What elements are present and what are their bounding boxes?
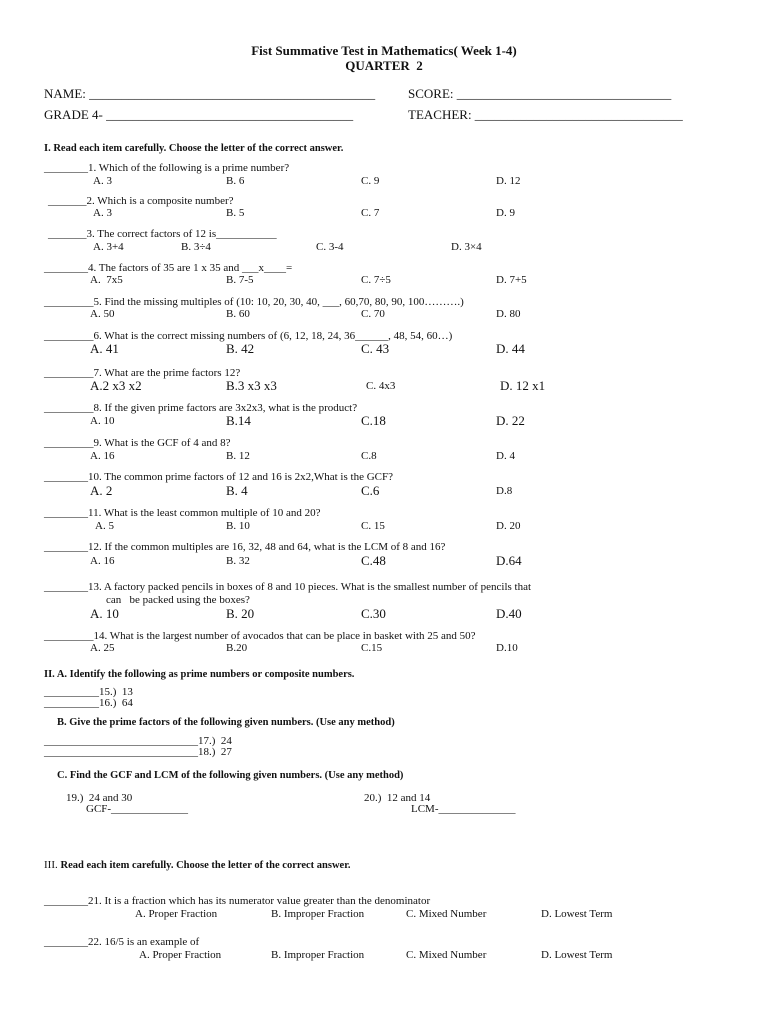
q6-option-a: A. 41: [90, 341, 119, 356]
question-20-lcm-blank: LCM-______________: [411, 803, 516, 815]
question-4: ________4. The factors of 35 are 1 x 35 and ___x____=: [44, 262, 293, 274]
q5-option-a: A. 50: [90, 308, 115, 320]
q8-option-a: A. 10: [90, 415, 115, 427]
part2c-instruction: C. Find the GCF and LCM of the following given numbers. (Use any method): [57, 770, 404, 781]
part2a-instruction: II. A. Identify the following as prime numbers or composite numbers.: [44, 669, 355, 680]
q22-option-d: D. Lowest Term: [541, 949, 613, 961]
q1-option-b: B. 6: [226, 175, 245, 187]
grade-field: GRADE 4- ______________________________________: [44, 107, 354, 122]
page-title: Fist Summative Test in Mathematics( Week 1-4): [251, 43, 517, 58]
name-field: NAME: ____________________________________________: [44, 86, 376, 101]
teacher-field: TEACHER: ________________________________: [408, 107, 683, 122]
q11-option-a: A. 5: [95, 520, 114, 532]
part2b-instruction: B. Give the prime factors of the following given numbers. (Use any method): [57, 717, 395, 728]
q10-option-b: B. 4: [226, 483, 248, 498]
question-12: ________12. If the common multiples are 16, 32, 48 and 64, what is the LCM of 8 and 16?: [44, 541, 446, 553]
q4-option-c: C. 7÷5: [361, 274, 391, 286]
q2-option-c: C. 7: [361, 207, 380, 219]
q7-option-d: D. 12 x1: [500, 378, 546, 393]
question-3: _______3. The correct factors of 12 is___________: [48, 228, 277, 240]
q14-option-b: B.20: [226, 642, 248, 654]
q2-option-b: B. 5: [226, 207, 245, 219]
q6-option-d: D. 44: [496, 341, 525, 356]
page-subtitle: QUARTER 2: [345, 58, 423, 73]
q3-option-c: C. 3-4: [316, 241, 344, 253]
q11-option-c: C. 15: [361, 520, 385, 532]
q4-option-a: A. 7x5: [90, 274, 123, 286]
question-9: _________9. What is the GCF of 4 and 8?: [44, 437, 231, 449]
q14-option-a: A. 25: [90, 642, 115, 654]
q21-option-b: B. Improper Fraction: [271, 908, 365, 920]
question-11: ________11. What is the least common multiple of 10 and 20?: [44, 507, 321, 519]
q11-option-d: D. 20: [496, 520, 521, 532]
q1-option-c: C. 9: [361, 175, 380, 187]
q7-option-c: C. 4x3: [366, 380, 396, 392]
question-13: ________13. A factory packed pencils in boxes of 8 and 10 pieces. What is the smallest number of pencils that: [44, 581, 532, 593]
q12-option-c: C.48: [361, 553, 386, 568]
question-21: ________21. It is a fraction which has its numerator value greater than the denominator: [44, 895, 431, 907]
q9-option-b: B. 12: [226, 450, 250, 462]
q22-option-a: A. Proper Fraction: [139, 949, 222, 961]
part3-label: III.: [44, 859, 58, 871]
question-2: _______2. Which is a composite number?: [48, 195, 234, 207]
q3-option-a: A. 3+4: [93, 241, 124, 253]
q10-option-d: D.8: [496, 485, 513, 497]
question-16: __________16.) 64: [44, 697, 133, 709]
q12-option-b: B. 32: [226, 555, 250, 567]
part3-text: Read each item carefully. Choose the letter of the correct answer.: [60, 860, 351, 871]
q8-option-c: C.18: [361, 413, 386, 428]
q5-option-d: D. 80: [496, 308, 521, 320]
q6-option-c: C. 43: [361, 341, 390, 356]
q1-option-a: A. 3: [93, 175, 112, 187]
q12-option-d: D.64: [496, 553, 522, 568]
q5-option-b: B. 60: [226, 308, 250, 320]
q13-option-c: C.30: [361, 606, 386, 621]
q14-option-d: D.10: [496, 642, 518, 654]
q8-option-b: B.14: [226, 413, 251, 428]
q9-option-a: A. 16: [90, 450, 115, 462]
question-5: _________5. Find the missing multiples of (10: 10, 20, 30, 40, ___, 60,70, 80, 90, 100……….): [44, 296, 464, 308]
q1-option-d: D. 12: [496, 175, 521, 187]
question-22: ________22. 16/5 is an example of: [44, 936, 200, 948]
q2-option-a: A. 3: [93, 207, 112, 219]
q21-option-d: D. Lowest Term: [541, 908, 613, 920]
q14-option-c: C.15: [361, 642, 383, 654]
q9-option-d: D. 4: [496, 450, 515, 462]
q9-option-c: C.8: [361, 450, 377, 462]
question-14: _________14. What is the largest number of avocados that can be place in basket with 25 and 50?: [44, 630, 476, 642]
question-8: _________8. If the given prime factors are 3x2x3, what is the product?: [44, 402, 358, 414]
q22-option-b: B. Improper Fraction: [271, 949, 365, 961]
q7-option-b: B.3 x3 x3: [226, 378, 277, 393]
q22-option-c: C. Mixed Number: [406, 949, 487, 961]
q13-option-a: A. 10: [90, 606, 119, 621]
question-18: ____________________________18.) 27: [44, 746, 232, 758]
part1-instruction: I. Read each item carefully. Choose the letter of the correct answer.: [44, 143, 344, 154]
question-13-continued: can be packed using the boxes?: [106, 594, 250, 606]
question-19: 19.) 24 and 30: [66, 792, 133, 804]
question-17: ____________________________17.) 24: [44, 735, 232, 747]
question-19-gcf-blank: GCF-______________: [86, 803, 189, 815]
q13-option-d: D.40: [496, 606, 522, 621]
q21-option-c: C. Mixed Number: [406, 908, 487, 920]
q8-option-d: D. 22: [496, 413, 525, 428]
question-6: _________6. What is the correct missing numbers of (6, 12, 18, 24, 36______, 48, 54, 60…): [44, 330, 453, 342]
question-15: __________15.) 13: [44, 686, 133, 698]
q11-option-b: B. 10: [226, 520, 250, 532]
q3-option-d: D. 3×4: [451, 241, 482, 253]
q12-option-a: A. 16: [90, 555, 115, 567]
question-1: ________1. Which of the following is a prime number?: [44, 162, 290, 174]
q10-option-c: C.6: [361, 483, 380, 498]
q3-option-b: B. 3÷4: [181, 241, 211, 253]
q7-option-a: A.2 x3 x2: [90, 378, 142, 393]
q4-option-d: D. 7+5: [496, 274, 527, 286]
q6-option-b: B. 42: [226, 341, 255, 356]
question-10: ________10. The common prime factors of 12 and 16 is 2x2,What is the GCF?: [44, 471, 393, 483]
question-20: 20.) 12 and 14: [364, 792, 431, 804]
q5-option-c: C. 70: [361, 308, 385, 320]
q10-option-a: A. 2: [90, 483, 113, 498]
q13-option-b: B. 20: [226, 606, 255, 621]
q2-option-d: D. 9: [496, 207, 515, 219]
q21-option-a: A. Proper Fraction: [135, 908, 218, 920]
score-field: SCORE: _________________________________: [408, 86, 672, 101]
part3-instruction: [44, 859, 351, 872]
question-7: _________7. What are the prime factors 12?: [44, 367, 241, 379]
q4-option-b: B. 7-5: [226, 274, 254, 286]
